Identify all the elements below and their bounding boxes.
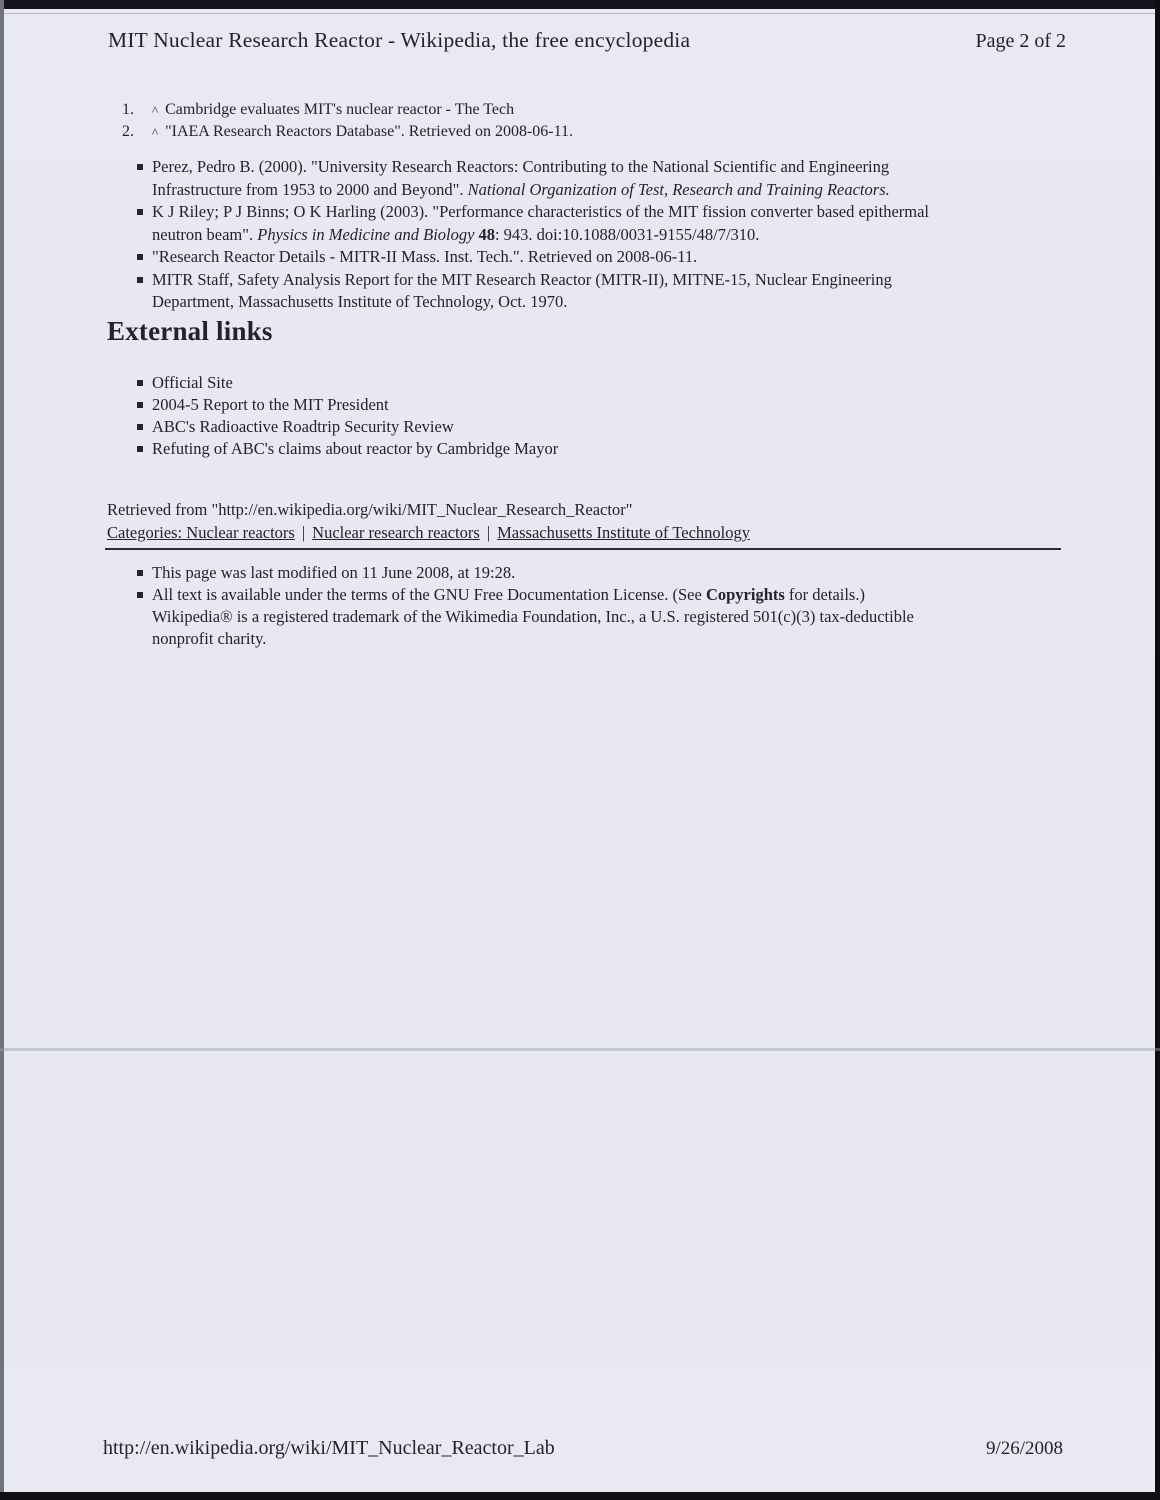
footnote-text: "IAEA Research Reactors Database". Retrieved on 2008-06-11. [165, 123, 573, 140]
category-separator: | [486, 523, 491, 542]
print-header [108, 28, 1066, 53]
backlink-caret-icon: ^ [152, 103, 159, 118]
external-link-item: 2004-5 Report to the MIT President [136, 394, 558, 416]
license-line: Wikipedia® is a registered trademark of the Wikimedia Foundation, Inc., a U.S. registered 501(c)(3) tax-deductible [152, 607, 914, 626]
category-link: Nuclear research reactors [312, 523, 480, 542]
license-note [136, 584, 914, 650]
print-footer [103, 1437, 1063, 1460]
footnote-marker: 1. [122, 101, 134, 118]
footnote-text: Cambridge evaluates MIT's nuclear reactor - The Tech [165, 101, 515, 118]
category-link: Massachusetts Institute of Technology [497, 523, 750, 542]
scan-edge-right [1155, 0, 1160, 1500]
scan-edge-top-line [0, 13, 1160, 14]
journal-title: Physics in Medicine and Biology [257, 224, 475, 244]
category-link: Nuclear reactors [186, 523, 295, 542]
reference-item [136, 156, 1036, 201]
reference-line: MITR Staff, Safety Analysis Report for the MIT Research Reactor (MITR-II), MITNE-15, Nuclear Engineering [152, 269, 892, 289]
page-title: MIT Nuclear Research Reactor - Wikipedia, the free encyclopedia [108, 28, 691, 52]
footnote-item [122, 121, 573, 143]
journal-title: National Organization of Test, Research and Training Reactors. [467, 179, 890, 199]
scan-edge-top [0, 0, 1160, 9]
reference-line: Perez, Pedro B. (2000). "University Research Reactors: Contributing to the National Scientific and Engineering [152, 157, 890, 176]
reference-item [136, 269, 1036, 314]
license-line: All text is available under the terms of the GNU Free Documentation License. (See Copyrights for details.) [152, 585, 865, 604]
external-link-item: Official Site [136, 372, 558, 394]
category-separator: | [301, 523, 306, 542]
scan-edge-bottom [0, 1492, 1160, 1500]
external-link-item: Refuting of ABC's claims about reactor by Cambridge Mayor [136, 438, 558, 460]
reference-line: Infrastructure from 1953 to 2000 and Beyond". National Organization of Test, Research and Training Reactors. [152, 179, 890, 199]
reference-line: "Research Reactor Details - MITR-II Mass. Inst. Tech.". Retrieved on 2008-06-11. [152, 247, 698, 266]
footnote-list [122, 99, 573, 143]
print-footer-date: 9/26/2008 [985, 1438, 1063, 1459]
scan-edge-left [0, 0, 4, 1500]
retrieved-from-url: "http://en.wikipedia.org/wiki/MIT_Nuclear_Research_Reactor" [211, 500, 633, 519]
external-links-heading: External links [107, 316, 273, 346]
reference-line: neutron beam". Physics in Medicine and Biology 48: 943. doi:10.1088/0031-9155/48/7/310. [152, 224, 760, 244]
copyrights-link: Copyrights [705, 585, 785, 604]
license-line: nonprofit charity. [152, 629, 267, 648]
retrieved-from-label: Retrieved from [107, 500, 212, 519]
reference-line: Department, Massachusetts Institute of Technology, Oct. 1970. [152, 292, 568, 311]
footnote-item [122, 99, 573, 121]
reference-item [136, 201, 1036, 246]
reference-list [136, 156, 1036, 314]
retrieved-from-line [107, 500, 632, 520]
reference-item [136, 246, 1036, 269]
footnote-marker: 2. [122, 123, 134, 140]
volume-number: 48 [478, 224, 495, 244]
backlink-caret-icon: ^ [152, 125, 159, 140]
page-notes-list [136, 562, 914, 650]
reference-line: K J Riley; P J Binns; O K Harling (2003). "Performance characteristics of the MIT fission converter based epithermal [152, 202, 929, 221]
last-modified-note: This page was last modified on 11 June 2008, at 19:28. [136, 562, 914, 584]
external-links-list [136, 372, 558, 460]
categories-label: Categories: [107, 523, 183, 542]
print-footer-url: http://en.wikipedia.org/wiki/MIT_Nuclear_Reactor_Lab [103, 1437, 555, 1459]
external-link-item: ABC's Radioactive Roadtrip Security Review [136, 416, 558, 438]
scan-artifact-line [0, 1048, 1160, 1051]
categories-divider-rule [105, 548, 1061, 550]
page-number: Page 2 of 2 [975, 30, 1066, 52]
categories-line [107, 523, 750, 543]
